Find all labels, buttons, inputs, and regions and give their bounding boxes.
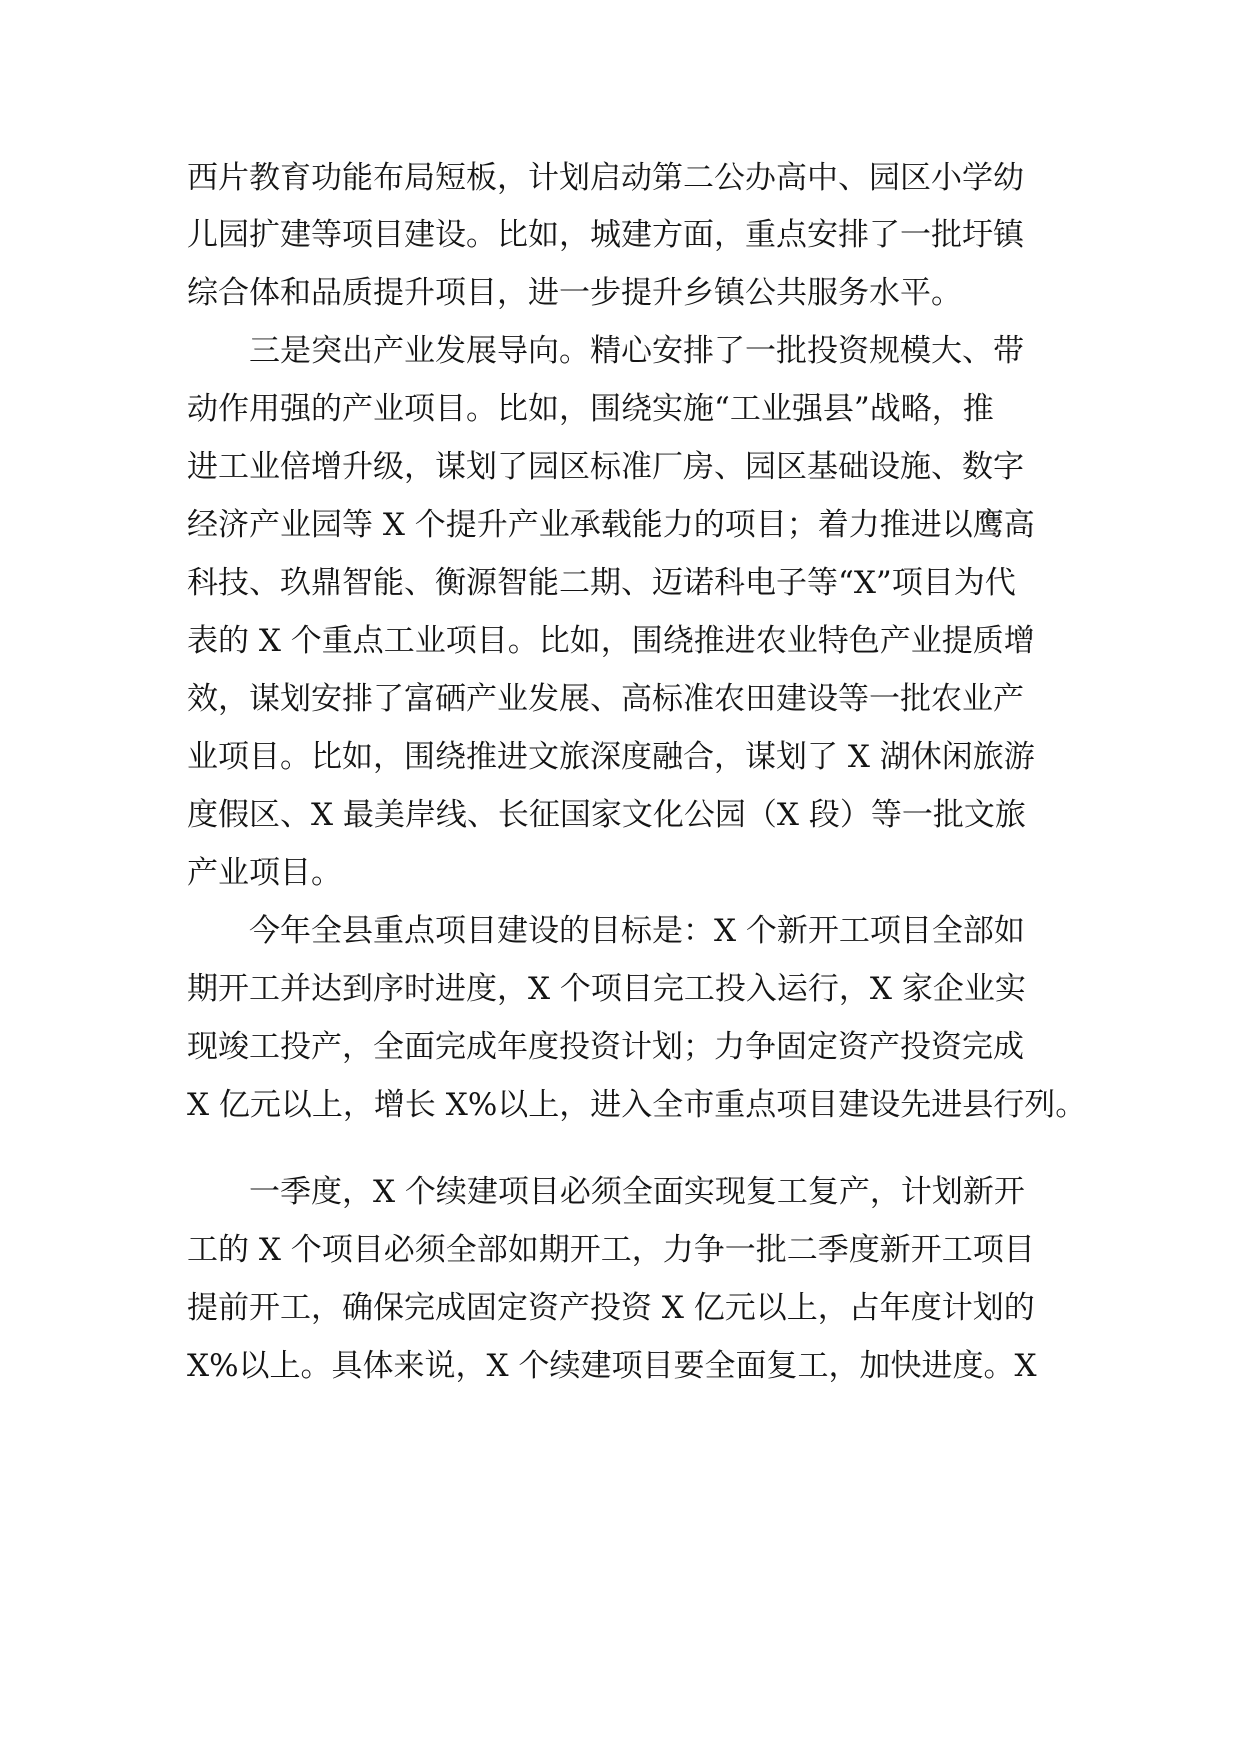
- text-line: 工的 X 个项目必须全部如期开工，力争一批二季度新开工项目: [187, 1232, 1035, 1268]
- text-line: 进工业倍增升级，谋划了园区标准厂房、园区基础设施、数字: [187, 449, 1024, 485]
- text-line: 经济产业园等 X 个提升产业承载能力的项目；着力推进以鹰高: [187, 507, 1035, 543]
- text-line: 业项目。比如，围绕推进文旅深度融合，谋划了 X 湖休闲旅游: [187, 739, 1035, 775]
- text-line: X%以上。具体来说，X 个续建项目要全面复工，加快进度。X: [187, 1348, 1037, 1384]
- paragraph-start-line: 今年全县重点项目建设的目标是：X 个新开工项目全部如: [249, 913, 1025, 949]
- text-line: 西片教育功能布局短板，计划启动第二公办高中、园区小学幼: [187, 160, 1024, 196]
- text-line: 期开工并达到序时进度，X 个项目完工投入运行，X 家企业实: [187, 971, 1026, 1007]
- text-line: 综合体和品质提升项目，进一步提升乡镇公共服务水平。: [187, 275, 962, 311]
- text-line: 提前开工，确保完成固定资产投资 X 亿元以上，占年度计划的: [187, 1290, 1035, 1326]
- text-line: 动作用强的产业项目。比如，围绕实施“工业强县”战略，推: [187, 391, 994, 427]
- text-line: 效，谋划安排了富硒产业发展、高标准农田建设等一批农业产: [187, 681, 1024, 717]
- text-line: 科技、玖鼎智能、衡源智能二期、迈诺科电子等“X”项目为代: [187, 565, 1016, 601]
- text-line: 儿园扩建等项目建设。比如，城建方面，重点安排了一批圩镇: [187, 217, 1024, 253]
- text-line: 产业项目。: [187, 855, 342, 891]
- text-line: 表的 X 个重点工业项目。比如，围绕推进农业特色产业提质增: [187, 623, 1035, 659]
- paragraph-start-line: 一季度，X 个续建项目必须全面实现复工复产，计划新开: [249, 1174, 1025, 1210]
- text-line: X 亿元以上，增长 X%以上，进入全市重点项目建设先进县行列。: [187, 1087, 1087, 1123]
- text-line: 度假区、X 最美岸线、长征国家文化公园（X 段）等一批文旅: [187, 797, 1026, 833]
- paragraph-start-line: 三是突出产业发展导向。精心安排了一批投资规模大、带: [249, 333, 1024, 369]
- text-line: 现竣工投产，全面完成年度投资计划；力争固定资产投资完成: [187, 1029, 1024, 1065]
